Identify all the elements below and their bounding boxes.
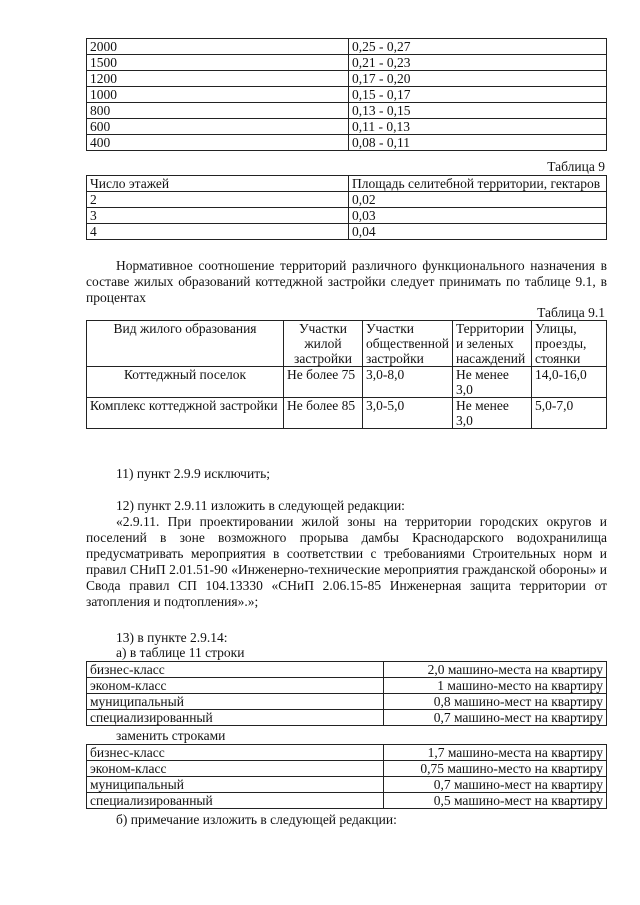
table-cell: 2,0 машино-места на квартиру xyxy=(384,662,607,678)
table-header: Территории и зеленых насаждений xyxy=(452,321,531,367)
table-cell: 3,0-5,0 xyxy=(363,398,453,429)
table-cell: 800 xyxy=(87,103,349,119)
table-cell: муниципальный xyxy=(87,777,384,793)
table-header: Участки жилой застройки xyxy=(284,321,363,367)
table-row xyxy=(87,761,607,777)
table-cell: эконом-класс xyxy=(87,678,384,694)
table-row xyxy=(87,87,607,103)
table-cell: 0,7 машино-мест на квартиру xyxy=(384,777,607,793)
table-cell: 0,5 машино-мест на квартиру xyxy=(384,793,607,809)
table-header: Участки общественной застройки xyxy=(363,321,453,367)
table-row xyxy=(87,398,607,429)
table-cell: 3,0-8,0 xyxy=(363,367,453,398)
table-row xyxy=(87,224,607,240)
table-cell: 0,08 - 0,11 xyxy=(349,135,607,151)
table-cell: 5,0-7,0 xyxy=(531,398,606,429)
table-row xyxy=(87,192,607,208)
table-cell: Комплекс коттеджной застройки xyxy=(87,398,284,429)
table91 xyxy=(86,320,607,429)
table-cell: специализированный xyxy=(87,793,384,809)
table-cell: 0,7 машино-мест на квартиру xyxy=(384,710,607,726)
table-cell: 4 xyxy=(87,224,349,240)
table-row xyxy=(87,119,607,135)
table-cell: 1500 xyxy=(87,55,349,71)
table-cell: Не более 85 xyxy=(284,398,363,429)
table9-header-floors: Число этажей xyxy=(87,176,349,192)
table-cell: Не менее 3,0 xyxy=(452,367,531,398)
table-row xyxy=(87,777,607,793)
item-13: 13) в пункте 2.9.14: xyxy=(116,630,228,645)
table-row xyxy=(87,694,607,710)
table-cell: 1,7 машино-места на квартиру xyxy=(384,745,607,761)
table-cell: 2000 xyxy=(87,39,349,55)
table-row xyxy=(87,55,607,71)
table-cell: муниципальный xyxy=(87,694,384,710)
item-13b: б) примечание изложить в следующей редакции: xyxy=(116,812,397,827)
table-row xyxy=(87,710,607,726)
quote-2911: «2.9.11. При проектировании жилой зоны на территории городских округов и поселений в зоне возможного прорыва дамбы Краснодарского водохранилища предусматривать мероприятия в соответствии с требованиями Строительных норм и правил СНиП 2.01.51-90 «Инженерно-технические мероприятия гражданской обороны» и Свода правил СП 104.13330 «СНиП 2.06.15-85 Инженерная защита территории от затопления и подтопления».»; xyxy=(86,514,607,609)
table-cell: 0,13 - 0,15 xyxy=(349,103,607,119)
table-cell: 0,8 машино-мест на квартиру xyxy=(384,694,607,710)
item-12: 12) пункт 2.9.11 изложить в следующей редакции: xyxy=(116,498,405,513)
table-cell: 1200 xyxy=(87,71,349,87)
table9-caption: Таблица 9 xyxy=(547,159,605,174)
table11-old xyxy=(86,661,607,726)
table-cell: 0,15 - 0,17 xyxy=(349,87,607,103)
table11-new xyxy=(86,744,607,809)
table-row xyxy=(87,39,607,55)
replace-label: заменить строками xyxy=(116,728,226,743)
table-cell: 0,17 - 0,20 xyxy=(349,71,607,87)
table-row xyxy=(87,135,607,151)
table-row xyxy=(87,662,607,678)
table-cell: 3 xyxy=(87,208,349,224)
table-cell: 0,25 - 0,27 xyxy=(349,39,607,55)
item-11: 11) пункт 2.9.9 исключить; xyxy=(116,466,271,481)
table-header: Вид жилого образования xyxy=(87,321,284,367)
table-row xyxy=(87,321,607,367)
table-cell: эконом-класс xyxy=(87,761,384,777)
table-cell: 1000 xyxy=(87,87,349,103)
paragraph-norm: Нормативное соотношение территорий различного функционального назначения в составе жилых образований коттеджной застройки следует принимать по таблице 9.1, в процентах xyxy=(86,258,607,305)
table-cell: 0,75 машино-место на квартиру xyxy=(384,761,607,777)
table-row xyxy=(87,745,607,761)
table9-header-area: Площадь селитебной территории, гектаров xyxy=(349,176,607,192)
table-row xyxy=(87,367,607,398)
table-row xyxy=(87,176,607,192)
table-cell: 0,21 - 0,23 xyxy=(349,55,607,71)
table-cell: 14,0-16,0 xyxy=(531,367,606,398)
table91-caption: Таблица 9.1 xyxy=(537,305,605,320)
table-cell: 0,03 xyxy=(349,208,607,224)
table-cell: 400 xyxy=(87,135,349,151)
table-row xyxy=(87,71,607,87)
table-cell: специализированный xyxy=(87,710,384,726)
table-cell: Не более 75 xyxy=(284,367,363,398)
density-table xyxy=(86,38,607,151)
table-row xyxy=(87,678,607,694)
table-row xyxy=(87,208,607,224)
table-cell: 0,02 xyxy=(349,192,607,208)
table-cell: 600 xyxy=(87,119,349,135)
table-cell: бизнес-класс xyxy=(87,745,384,761)
table-cell: 1 машино-место на квартиру xyxy=(384,678,607,694)
item-13a: а) в таблице 11 строки xyxy=(116,645,245,660)
table-cell: 0,04 xyxy=(349,224,607,240)
table-cell: бизнес-класс xyxy=(87,662,384,678)
table-row xyxy=(87,103,607,119)
table-cell: 2 xyxy=(87,192,349,208)
table-cell: Коттеджный поселок xyxy=(87,367,284,398)
table-row xyxy=(87,793,607,809)
table9 xyxy=(86,175,607,240)
table-header: Улицы, проезды, стоянки xyxy=(531,321,606,367)
table-cell: 0,11 - 0,13 xyxy=(349,119,607,135)
table-cell: Не менее 3,0 xyxy=(452,398,531,429)
